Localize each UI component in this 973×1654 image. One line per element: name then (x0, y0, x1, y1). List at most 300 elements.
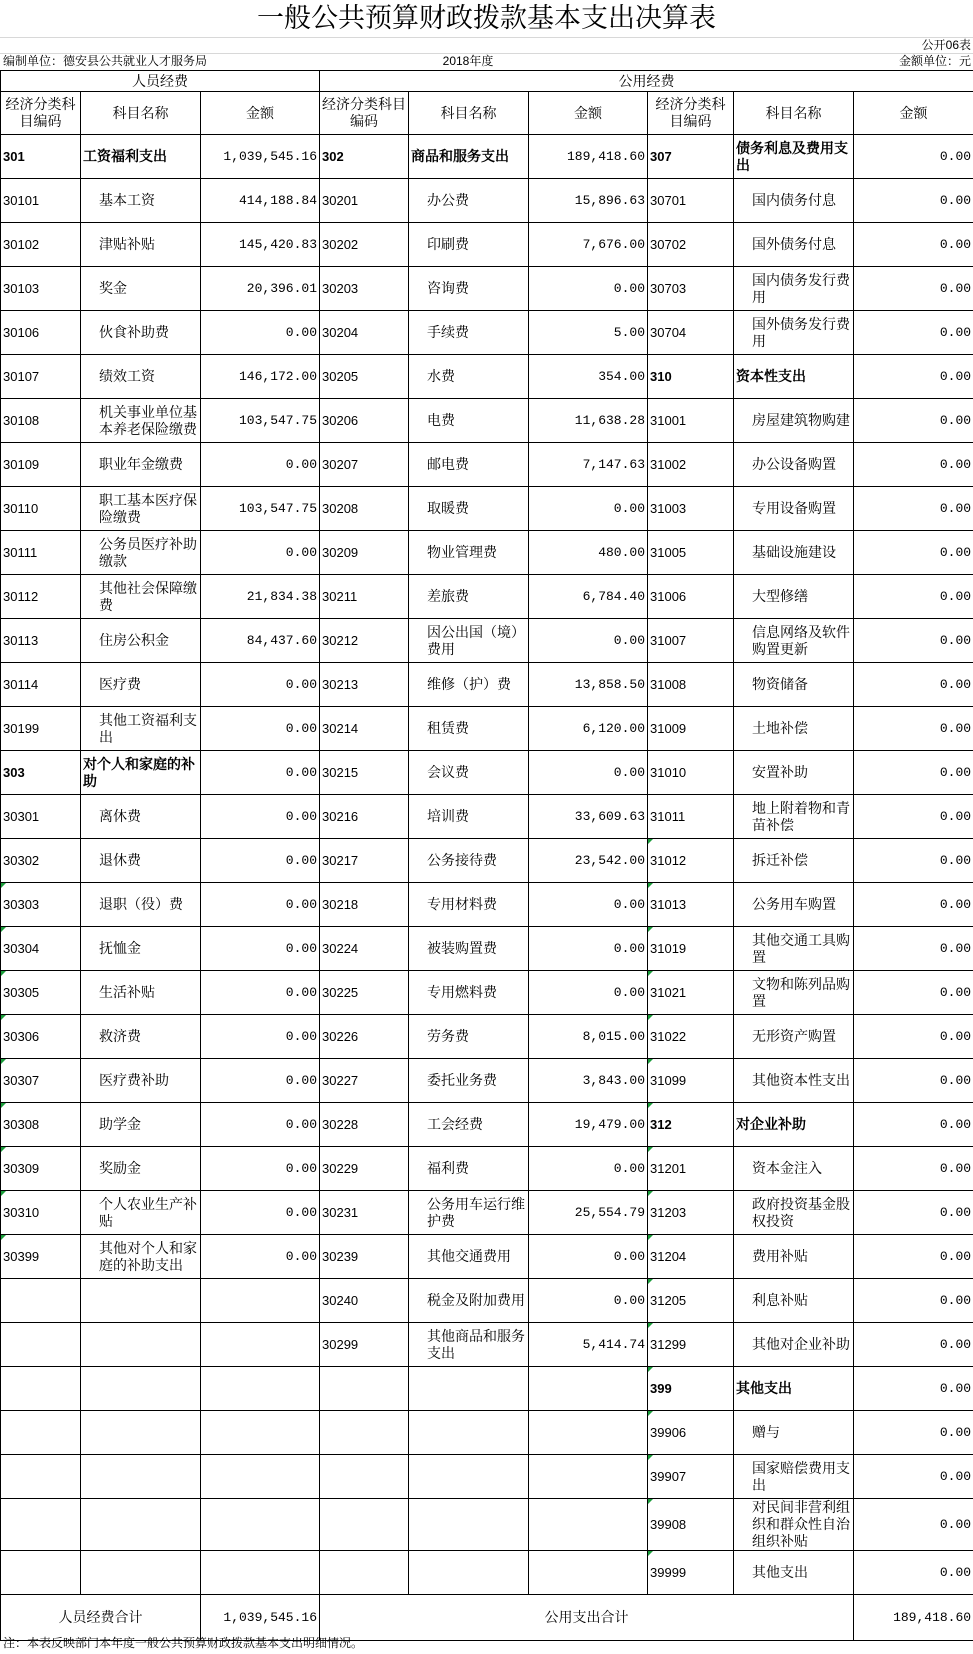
table-row (1, 1059, 973, 1103)
cell-code: 31021 (648, 971, 734, 1015)
cell-name (734, 1015, 854, 1059)
cell-name (81, 399, 201, 443)
item-name: 公务接待费 (427, 852, 498, 868)
item-name: 商品和服务支出 (411, 148, 510, 164)
table-row (1, 1191, 973, 1235)
cell-name (409, 1411, 529, 1455)
cell-code: 30112 (1, 575, 81, 619)
cell-code: 30703 (648, 267, 734, 311)
cell-code: 31007 (648, 619, 734, 663)
cell-code: 307 (648, 135, 734, 179)
item-name: 抚恤金 (99, 940, 141, 956)
cell-name (409, 443, 529, 487)
cell-amount (529, 1411, 648, 1455)
item-name: 国内债务发行费用 (752, 271, 851, 305)
cell-name (81, 1147, 201, 1191)
item-name: 办公设备购置 (752, 456, 837, 472)
cell-name (81, 619, 201, 663)
cell-code: 30110 (1, 487, 81, 531)
cell-name (81, 1191, 201, 1235)
cell-amount: 7,676.00 (529, 223, 648, 267)
cell-name (81, 707, 201, 751)
item-name: 其他工资福利支出 (99, 711, 197, 745)
cell-name (81, 1015, 201, 1059)
cell-amount: 0.00 (854, 1551, 973, 1595)
cell-code: 312 (648, 1103, 734, 1147)
cell-name (409, 1551, 529, 1595)
cell-name (409, 1279, 529, 1323)
item-name: 基础设施建设 (752, 544, 837, 560)
item-name: 地上附着物和青苗补偿 (752, 799, 851, 833)
cell-name (734, 883, 854, 927)
cell-amount: 23,542.00 (529, 839, 648, 883)
cell-name (409, 1103, 529, 1147)
cell-code: 31009 (648, 707, 734, 751)
cell-name (734, 1103, 854, 1147)
cell-name (409, 399, 529, 443)
cell-amount: 0.00 (854, 267, 973, 311)
table-row (1, 1147, 973, 1191)
cell-amount: 0.00 (854, 795, 973, 839)
cell-code (1, 1279, 81, 1323)
cell-name (409, 707, 529, 751)
cell-amount (201, 1551, 320, 1595)
item-name: 公务用车购置 (752, 896, 837, 912)
cell-name (734, 707, 854, 751)
item-name: 福利费 (427, 1160, 470, 1176)
cell-amount: 0.00 (201, 839, 320, 883)
item-name: 债务利息及费用支出 (736, 139, 849, 173)
cell-code: 31012 (648, 839, 734, 883)
cell-name (734, 355, 854, 399)
cell-amount: 0.00 (201, 707, 320, 751)
cell-code: 30102 (1, 223, 81, 267)
item-name: 因公出国（境）费用 (427, 623, 526, 657)
cell-amount: 480.00 (529, 531, 648, 575)
cell-code: 399 (648, 1367, 734, 1411)
cell-code: 39908 (648, 1499, 734, 1551)
cell-amount (529, 1455, 648, 1499)
item-name: 印刷费 (427, 236, 470, 252)
cell-code: 303 (1, 751, 81, 795)
cell-code (1, 1499, 81, 1551)
cell-amount: 0.00 (529, 1235, 648, 1279)
cell-name (409, 1015, 529, 1059)
table-row (1, 531, 973, 575)
cell-code: 31022 (648, 1015, 734, 1059)
cell-name (81, 927, 201, 971)
cell-amount: 0.00 (529, 971, 648, 1015)
item-name: 绩效工资 (99, 368, 155, 384)
cell-name (409, 883, 529, 927)
cell-amount: 0.00 (854, 443, 973, 487)
cell-code: 31099 (648, 1059, 734, 1103)
item-name: 资本金注入 (752, 1160, 823, 1176)
cell-amount: 19,479.00 (529, 1103, 648, 1147)
cell-name (734, 487, 854, 531)
item-name: 其他支出 (736, 1380, 793, 1396)
cell-amount (201, 1279, 320, 1323)
cell-name (81, 1411, 201, 1455)
cell-name (409, 1235, 529, 1279)
public-total-amount: 189,418.60 (854, 1595, 973, 1641)
cell-code: 30215 (320, 751, 409, 795)
cell-name (734, 1499, 854, 1551)
item-name: 公务用车运行维护费 (427, 1195, 526, 1229)
cell-code: 30213 (320, 663, 409, 707)
item-name: 租赁费 (427, 720, 470, 736)
item-name: 其他资本性支出 (752, 1072, 851, 1088)
item-name: 信息网络及软件购置更新 (752, 623, 851, 657)
cell-name (734, 1367, 854, 1411)
cell-name (734, 751, 854, 795)
fiscal-year: 2018年度 (442, 54, 494, 68)
cell-code: 30229 (320, 1147, 409, 1191)
cell-name (81, 267, 201, 311)
col-header-amount: 金额 (854, 92, 973, 135)
cell-name (409, 311, 529, 355)
cell-amount: 0.00 (854, 355, 973, 399)
cell-name (409, 223, 529, 267)
item-name: 劳务费 (427, 1028, 470, 1044)
table-row (1, 1499, 973, 1551)
table-row (1, 1235, 973, 1279)
cell-name (409, 619, 529, 663)
cell-amount (529, 1367, 648, 1411)
cell-amount: 414,188.84 (201, 179, 320, 223)
cell-code: 30307 (1, 1059, 81, 1103)
cell-name (734, 311, 854, 355)
cell-code: 30310 (1, 1191, 81, 1235)
cell-code: 30399 (1, 1235, 81, 1279)
cell-amount: 0.00 (201, 1147, 320, 1191)
cell-code (1, 1367, 81, 1411)
cell-amount: 0.00 (854, 1323, 973, 1367)
cell-code (320, 1367, 409, 1411)
item-name: 其他对个人和家庭的补助支出 (99, 1239, 197, 1273)
cell-name (81, 443, 201, 487)
item-name: 物业管理费 (427, 544, 498, 560)
cell-name (734, 1323, 854, 1367)
cell-code: 39906 (648, 1411, 734, 1455)
table-row (1, 839, 973, 883)
cell-code: 30203 (320, 267, 409, 311)
cell-name (409, 795, 529, 839)
cell-amount: 1,039,545.16 (201, 135, 320, 179)
cell-code: 31001 (648, 399, 734, 443)
cell-amount: 0.00 (854, 1455, 973, 1499)
cell-code: 30305 (1, 971, 81, 1015)
cell-code: 30101 (1, 179, 81, 223)
item-name: 费用补贴 (752, 1248, 809, 1264)
item-name: 津贴补贴 (99, 236, 155, 252)
cell-amount: 15,896.63 (529, 179, 648, 223)
cell-code: 30302 (1, 839, 81, 883)
cell-name (81, 355, 201, 399)
item-name: 职工基本医疗保险缴费 (99, 491, 197, 525)
cell-amount: 0.00 (201, 883, 320, 927)
cell-amount: 0.00 (201, 1235, 320, 1279)
cell-amount (529, 1499, 648, 1551)
cell-amount: 6,120.00 (529, 707, 648, 751)
cell-name (734, 839, 854, 883)
table-row (1, 1551, 973, 1595)
cell-code: 30701 (648, 179, 734, 223)
personnel-total-amount: 1,039,545.16 (201, 1595, 320, 1641)
cell-name (81, 839, 201, 883)
item-name: 专用燃料费 (427, 984, 498, 1000)
cell-name (734, 223, 854, 267)
item-name: 其他交通工具购置 (752, 931, 851, 965)
item-name: 政府投资基金股权投资 (752, 1195, 851, 1229)
item-name: 税金及附加费用 (427, 1292, 526, 1308)
col-header-code: 经济分类科目编码 (320, 92, 409, 135)
cell-name (81, 311, 201, 355)
item-name: 机关事业单位基本养老保险缴费 (99, 403, 197, 437)
table-row (1, 795, 973, 839)
cell-code: 39907 (648, 1455, 734, 1499)
item-name: 基本工资 (99, 192, 155, 208)
cell-code: 30199 (1, 707, 81, 751)
item-name: 其他商品和服务支出 (427, 1327, 526, 1361)
table-row (1, 1367, 973, 1411)
cell-amount: 0.00 (854, 1147, 973, 1191)
cell-amount (201, 1323, 320, 1367)
cell-code: 31010 (648, 751, 734, 795)
cell-code (320, 1455, 409, 1499)
table-row (1, 707, 973, 751)
report-title: 一般公共预算财政拨款基本支出决算表 (0, 0, 973, 38)
item-name: 文物和陈列品购置 (752, 975, 851, 1009)
item-name: 委托业务费 (427, 1072, 498, 1088)
item-name: 其他交通费用 (427, 1248, 512, 1264)
cell-code (1, 1411, 81, 1455)
cell-code: 30207 (320, 443, 409, 487)
table-row (1, 311, 973, 355)
cell-amount: 0.00 (854, 1103, 973, 1147)
cell-amount: 0.00 (854, 1059, 973, 1103)
item-name: 维修（护）费 (427, 676, 512, 692)
cell-code: 30109 (1, 443, 81, 487)
cell-code: 30113 (1, 619, 81, 663)
cell-code: 30299 (320, 1323, 409, 1367)
cell-code: 30106 (1, 311, 81, 355)
public-total-label: 公用支出合计 (320, 1595, 854, 1641)
cell-name (734, 663, 854, 707)
cell-name (409, 135, 529, 179)
cell-amount (201, 1411, 320, 1455)
cell-code: 30111 (1, 531, 81, 575)
table-row (1, 179, 973, 223)
cell-code: 31005 (648, 531, 734, 575)
cell-amount: 0.00 (201, 311, 320, 355)
cell-name (409, 839, 529, 883)
cell-name (81, 531, 201, 575)
cell-code: 31204 (648, 1235, 734, 1279)
cell-name (734, 1191, 854, 1235)
table-row (1, 619, 973, 663)
cell-name (81, 795, 201, 839)
item-name: 水费 (427, 368, 456, 384)
item-name: 医疗费 (99, 676, 141, 692)
footnote: 注：本表反映部门本年度一般公共预算财政拨款基本支出明细情况。 (3, 1636, 364, 1650)
cell-name (81, 1279, 201, 1323)
cell-name (81, 1235, 201, 1279)
cell-code: 30114 (1, 663, 81, 707)
cell-code (320, 1411, 409, 1455)
cell-amount: 21,834.38 (201, 575, 320, 619)
cell-amount: 33,609.63 (529, 795, 648, 839)
cell-name (81, 1367, 201, 1411)
cell-name (409, 179, 529, 223)
cell-code: 31013 (648, 883, 734, 927)
item-name: 专用材料费 (427, 896, 498, 912)
item-name: 退休费 (99, 852, 141, 868)
table-number: 公开06表 (921, 38, 971, 52)
table-row (1, 1103, 973, 1147)
item-name: 邮电费 (427, 456, 470, 472)
table-row (1, 927, 973, 971)
item-name: 取暖费 (427, 500, 470, 516)
table-row (1, 575, 973, 619)
cell-amount: 0.00 (201, 971, 320, 1015)
item-name: 赠与 (752, 1424, 781, 1440)
table-row (1, 1323, 973, 1367)
cell-code: 30240 (320, 1279, 409, 1323)
cell-code: 31205 (648, 1279, 734, 1323)
table-row (1, 1015, 973, 1059)
table-row (1, 487, 973, 531)
cell-amount: 0.00 (854, 971, 973, 1015)
cell-amount: 0.00 (201, 1015, 320, 1059)
cell-name (409, 1499, 529, 1551)
cell-amount (201, 1367, 320, 1411)
cell-code: 30224 (320, 927, 409, 971)
cell-code: 30202 (320, 223, 409, 267)
table-row (1, 1279, 973, 1323)
item-name: 医疗费补助 (99, 1072, 169, 1088)
table-body (1, 135, 973, 1595)
cell-amount: 25,554.79 (529, 1191, 648, 1235)
cell-amount: 8,015.00 (529, 1015, 648, 1059)
cell-amount: 0.00 (529, 751, 648, 795)
table-row (1, 751, 973, 795)
cell-code: 30231 (320, 1191, 409, 1235)
cell-code: 30239 (320, 1235, 409, 1279)
cell-code: 30225 (320, 971, 409, 1015)
cell-name (81, 1103, 201, 1147)
cell-amount: 0.00 (201, 927, 320, 971)
cell-code: 30309 (1, 1147, 81, 1191)
item-name: 大型修缮 (752, 588, 809, 604)
item-name: 资本性支出 (736, 368, 807, 384)
item-name: 其他对企业补助 (752, 1336, 851, 1352)
cell-code: 30206 (320, 399, 409, 443)
item-name: 对民间非营利组织和群众性自治组织补贴 (752, 1499, 851, 1549)
cell-amount (201, 1499, 320, 1551)
cell-name (409, 1455, 529, 1499)
cell-amount: 0.00 (854, 135, 973, 179)
item-name: 助学金 (99, 1116, 141, 1132)
cell-code: 31011 (648, 795, 734, 839)
cell-name (409, 487, 529, 531)
item-name: 工会经费 (427, 1116, 484, 1132)
cell-amount: 5.00 (529, 311, 648, 355)
cell-code: 30702 (648, 223, 734, 267)
cell-amount: 0.00 (854, 311, 973, 355)
cell-code: 30212 (320, 619, 409, 663)
item-name: 退职（役）费 (99, 896, 183, 912)
item-name: 培训费 (427, 808, 470, 824)
col-header-amount: 金额 (529, 92, 648, 135)
cell-amount: 0.00 (854, 223, 973, 267)
item-name: 国家赔偿费用支出 (752, 1459, 851, 1493)
cell-code: 39999 (648, 1551, 734, 1595)
cell-amount (201, 1455, 320, 1499)
cell-code: 30107 (1, 355, 81, 399)
col-header-name: 科目名称 (81, 92, 201, 135)
cell-code: 30214 (320, 707, 409, 751)
item-name: 奖励金 (99, 1160, 141, 1176)
cell-name (409, 1323, 529, 1367)
cell-name (734, 1455, 854, 1499)
cell-amount: 0.00 (529, 1147, 648, 1191)
cell-code: 302 (320, 135, 409, 179)
cell-name (409, 1191, 529, 1235)
cell-code: 30301 (1, 795, 81, 839)
cell-code: 31002 (648, 443, 734, 487)
cell-amount: 0.00 (529, 267, 648, 311)
col-header-code: 经济分类科目编码 (1, 92, 81, 135)
table-row (1, 355, 973, 399)
cell-code: 30226 (320, 1015, 409, 1059)
cell-name (734, 795, 854, 839)
cell-amount: 0.00 (529, 1279, 648, 1323)
cell-amount: 20,396.01 (201, 267, 320, 311)
cell-code: 31019 (648, 927, 734, 971)
cell-name (409, 531, 529, 575)
cell-name (409, 575, 529, 619)
cell-amount: 0.00 (201, 443, 320, 487)
cell-amount: 0.00 (854, 1191, 973, 1235)
cell-name (734, 927, 854, 971)
cell-code: 30209 (320, 531, 409, 575)
cell-amount: 0.00 (854, 663, 973, 707)
report-meta-row (0, 53, 973, 70)
table-row (1, 1411, 973, 1455)
cell-name (81, 223, 201, 267)
cell-code: 31006 (648, 575, 734, 619)
item-name: 咨询费 (427, 280, 470, 296)
cell-name (409, 927, 529, 971)
item-name: 国外债务付息 (752, 236, 837, 252)
cell-amount: 0.00 (854, 751, 973, 795)
cell-code: 310 (648, 355, 734, 399)
cell-name (409, 1147, 529, 1191)
item-name: 会议费 (427, 764, 470, 780)
cell-amount: 7,147.63 (529, 443, 648, 487)
item-name: 其他社会保障缴费 (99, 579, 197, 613)
item-name: 国内债务付息 (752, 192, 837, 208)
col-header-code: 经济分类科目编码 (648, 92, 734, 135)
item-name: 工资福利支出 (83, 148, 167, 164)
cell-name (81, 971, 201, 1015)
cell-name (734, 971, 854, 1015)
item-name: 奖金 (99, 280, 127, 296)
cell-name (734, 1059, 854, 1103)
cell-name (734, 179, 854, 223)
cell-amount: 84,437.60 (201, 619, 320, 663)
